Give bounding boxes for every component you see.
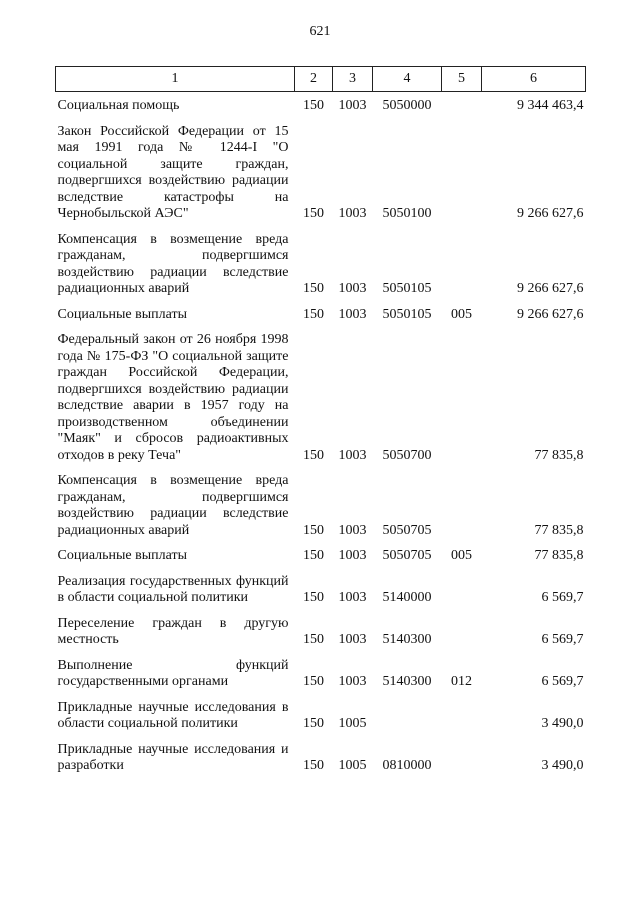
- row-amount: 9 266 627,6: [517, 306, 584, 322]
- table-row: [56, 98, 586, 115]
- table-row: [56, 574, 586, 607]
- row-expense-type-code: [442, 473, 482, 539]
- row-target-code: 5050700: [382, 447, 432, 463]
- row-name: Реализация государственных функций в области социальной политики: [57, 573, 289, 605]
- row-name: Социальные выплаты: [57, 306, 188, 322]
- row-target-code: 5050705: [382, 548, 432, 563]
- row-spacer: [56, 539, 586, 548]
- row-amount: 6 569,7: [541, 590, 584, 605]
- row-section-code: 1003: [338, 281, 367, 296]
- row-spacer: [56, 115, 586, 124]
- table-row: [56, 307, 586, 324]
- row-ministry-code: 150: [303, 206, 324, 221]
- row-ministry-code: 150: [303, 716, 324, 731]
- row-section-code: 1003: [338, 447, 367, 463]
- table-row: [56, 548, 586, 565]
- row-target-code: 0810000: [382, 758, 432, 773]
- row-section-code: 1003: [338, 98, 367, 113]
- row-target-code: 5050105: [382, 281, 432, 296]
- row-target-code: 5140300: [382, 632, 432, 647]
- row-ministry-code: 150: [303, 674, 324, 689]
- row-spacer: [56, 691, 586, 700]
- row-amount: 9 344 463,4: [517, 98, 584, 113]
- row-spacer: [56, 733, 586, 742]
- table-row: [56, 473, 586, 539]
- row-ministry-code: 150: [303, 758, 324, 773]
- row-spacer: [56, 464, 586, 473]
- row-target-code: 5140300: [382, 674, 432, 689]
- row-name: Прикладные научные исследования в области социальной политики: [57, 699, 289, 731]
- row-spacer: [56, 607, 586, 616]
- row-name: Прикладные научные исследования и разработки: [57, 741, 289, 773]
- header-cell: 4: [373, 67, 442, 92]
- row-ministry-code: 150: [303, 98, 324, 113]
- row-amount: 77 835,8: [534, 522, 584, 538]
- header-row: [56, 67, 586, 92]
- row-name: Закон Российской Федерации от 15 мая 1991 года № 1244-I "О социальной защите граждан, подвергшихся воздействию радиации вследствие катастрофы на Чернобыльской АЭС": [57, 123, 289, 221]
- row-spacer: [56, 649, 586, 658]
- row-name: Переселение граждан в другую местность: [57, 615, 289, 647]
- budget-table: [55, 66, 586, 775]
- row-ministry-code: 150: [303, 548, 324, 563]
- row-target-code: [373, 700, 442, 733]
- row-spacer: [56, 223, 586, 232]
- row-expense-type-code: [442, 742, 482, 775]
- row-expense-type-code: [442, 332, 482, 464]
- row-amount: 3 490,0: [541, 716, 584, 731]
- row-target-code: 5140000: [382, 590, 432, 605]
- row-expense-type-code: [442, 232, 482, 298]
- row-expense-type-code: [442, 574, 482, 607]
- table-body: [56, 92, 586, 775]
- row-section-code: 1005: [338, 716, 367, 731]
- table-row: [56, 742, 586, 775]
- header-cell: 1: [56, 67, 295, 92]
- row-name: Социальные выплаты: [57, 548, 188, 563]
- row-section-code: 1003: [338, 632, 367, 647]
- row-name: Федеральный закон от 26 ноября 1998 года № 175-ФЗ "О социальной защите граждан Российской Федерации, подвергшихся воздействию радиации вследствие аварии в 1957 году на производственном объединении "Маяк" и сбросов радиоактивных отходов в реку Теча": [57, 332, 289, 463]
- row-name: Компенсация в возмещение вреда гражданам, подвергшимся воздействию радиации вследствие радиационных аварий: [57, 473, 289, 538]
- header-cell: 5: [442, 67, 482, 92]
- row-section-code: 1003: [338, 206, 367, 221]
- table-row: [56, 616, 586, 649]
- row-target-code: 5050105: [382, 306, 432, 322]
- table-row: [56, 700, 586, 733]
- row-target-code: 5050000: [382, 98, 432, 113]
- row-expense-type-code: [442, 700, 482, 733]
- row-target-code: 5050705: [382, 522, 432, 538]
- row-expense-type-code: [442, 616, 482, 649]
- row-target-code: 5050100: [382, 206, 432, 221]
- row-amount: 6 569,7: [541, 674, 584, 689]
- page-number: 621: [309, 24, 331, 39]
- table-row: [56, 658, 586, 691]
- row-amount: 77 835,8: [534, 548, 584, 563]
- row-ministry-code: 150: [303, 522, 324, 538]
- row-expense-type-code: 005: [451, 306, 472, 322]
- header-cell: 2: [295, 67, 333, 92]
- row-amount: 9 266 627,6: [517, 206, 584, 221]
- row-amount: 6 569,7: [541, 632, 584, 647]
- row-spacer: [56, 565, 586, 574]
- row-section-code: 1003: [338, 674, 367, 689]
- row-section-code: 1003: [338, 306, 367, 322]
- row-spacer: [56, 323, 586, 332]
- row-ministry-code: 150: [303, 306, 324, 322]
- row-ministry-code: 150: [303, 632, 324, 647]
- row-amount: 3 490,0: [541, 758, 584, 773]
- row-amount: 77 835,8: [534, 447, 584, 463]
- row-ministry-code: 150: [303, 281, 324, 296]
- row-name: Выполнение функций государственными органами: [57, 657, 289, 689]
- row-name: Компенсация в возмещение вреда гражданам, подвергшимся воздействию радиации вследствие радиационных аварий: [57, 231, 289, 296]
- row-expense-type-code: [442, 98, 482, 115]
- row-ministry-code: 150: [303, 447, 324, 463]
- table-row: [56, 332, 586, 464]
- table-row: [56, 232, 586, 298]
- row-expense-type-code: 012: [451, 674, 472, 689]
- row-name: Социальная помощь: [57, 98, 180, 113]
- row-spacer: [56, 298, 586, 307]
- row-expense-type-code: [442, 124, 482, 223]
- row-section-code: 1003: [338, 590, 367, 605]
- row-ministry-code: 150: [303, 590, 324, 605]
- header-cell: 3: [333, 67, 373, 92]
- table-row: [56, 124, 586, 223]
- row-section-code: 1003: [338, 548, 367, 563]
- row-expense-type-code: 005: [451, 548, 472, 563]
- header-cell: 6: [482, 67, 586, 92]
- row-section-code: 1005: [338, 758, 367, 773]
- row-section-code: 1003: [338, 522, 367, 538]
- row-amount: 9 266 627,6: [517, 281, 584, 296]
